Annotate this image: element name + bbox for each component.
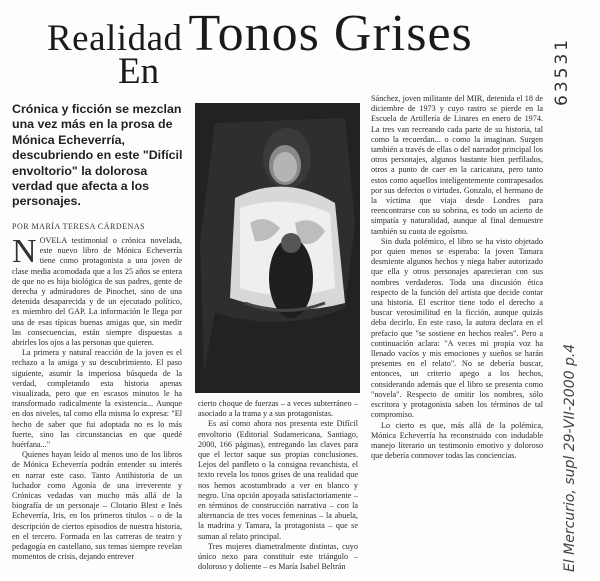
- paragraph: Sánchez, joven militante del MIR, detenida el 18 de diciembre de 1973 y cuyo rastro se pierde en la Escuela de Artillería de Linares en enero de 1974. La tres van recreando cada parte de su historia, tal como la recuerdan... o como la imaginan. Surgen también a través de ellas o del narrador principal los otros personajes, algunos bastante bien perfilados, otros a punto de caer en la caricatura, pero tanto estos como aquellos inteligentemente contrapesados por sus defectos o virtudes. Gonzalo, el hermano de la víctima que viaja desde Londres para reencontrarse con su sobrina, es todo un acierto de simpatía y naturalidad, aunque al final demuestre también su cuota de egoísmo.: [371, 94, 543, 236]
- paragraph: Sin duda polémico, el libro se ha visto objetado por quien menos se esperaba: la joven Tamara desmiente algunos hechos y niega haber autorizado que ella y otros personajes aparecieran con sus nombres verdaderos. Toda una discusión ética respecto de la función del artista que decide contar una historia. El escritor tiene todo el derecho a buscar verosimilitud en la ficción, aunque quizás deba decirlo. En este caso, la autora declara en el prefacio que "se sostiene en hechos reales". Pero a continuación aclara: "A veces mi propia voz ha llenado vacíos y mis emociones y sueños se harán presentes en el relato". No se debería buscar, entonces, un criterio apego a los hechos, considerando además que el libro se presenta como "novela". Respecto de omitir los nombres, sólo escritora y protagonista saben los términos de tal compromiso.: [371, 236, 543, 420]
- headline-word-realidad: Realidad: [47, 18, 183, 59]
- photo-woman-with-doll: [195, 103, 360, 393]
- paragraph: Tres mujeres diametralmente distintas, cuyo único nexo para constituir este triángulo – doloroso y doliente – es María Isabel Beltrán: [198, 541, 358, 572]
- paragraph: cierto choque de fuerzas – a veces subterráneo – asociado a la trama y a sus protagonistas.: [198, 399, 358, 419]
- paragraph: Es así como ahora nos presenta este Difícil envoltorio (Editorial Sudamericana, Santiago, 2000, 166 páginas), entregando las claves para que el lector saque sus propias conclusiones. Lejos del panfleto o la consigna revanchista, el texto revela los tonos grises de una realidad que nos hemos acostumbrado a ver en blanco y negro. Una opción apoyada satisfactoriamente – en términos de construcción narrativa – con la alternancia de tres voces femeninas – la abuela, la madrina y Tamara, la protagonista – que se suman al relato principal.: [198, 419, 358, 541]
- column-3: [371, 94, 543, 581]
- byline: POR MARÍA TERESA CÁRDENAS: [12, 222, 146, 231]
- article-deck: Crónica y ficción se mezclan una vez más en la prosa de Mónica Echeverría, descubriendo en este "Difícil envoltorio" la dolorosa verdad que afecta a los personajes.: [12, 102, 183, 209]
- paragraph: NOVELA testimonial o crónica novelada, este nuevo libro de Mónica Echeverría tiene como protagonista a una joven de clase media acomodada que a los 25 años se entera de que no es hija biológica de sus padres, gente de derecha y admiradores de Pinochet, sino de una detenida desaparecida y de un ejecutado político, ex miembro del GAP. La información le llega por una de esas típicas buenas amigas que, sin medir las consecuencias, están siempre dispuestas a abrirles los ojos a las personas que quieren.: [12, 236, 182, 348]
- handwritten-margin: [548, 6, 598, 581]
- headline-tonos-grises: Tonos Grises: [188, 5, 473, 62]
- headline-line1: [47, 5, 473, 62]
- drop-cap: N: [12, 236, 37, 270]
- paragraph: La primera y natural reacción de la joven es el rechazo a la amiga y su descubrimiento. El paso siguiente, asumir la imperiosa búsqueda de la verdad, completando esta historia apenas visualizada, pero que en escasos minutos le ha transformado radicalmente la existencia... Aunque en dos niveles, tal como ella misma lo expresa: "El hecho de saber que fui adoptada no es lo más fuerte, sino las circunstancias en que quedé huérfana...": [12, 348, 182, 450]
- headline-line2: [118, 52, 159, 92]
- headline-word-en: En: [118, 51, 160, 92]
- column-2: [198, 399, 358, 581]
- margin-code: 63531: [552, 36, 572, 106]
- paragraph: Lo cierto es que, más allá de la polémica, Mónica Echeverría ha reconstruido con indudable manejo literario un testimonio emotivo y doloroso que debería conmover todas las conciencias.: [371, 420, 543, 461]
- paragraph: Quienes hayan leído al menos uno de los libros de Mónica Echeverría podrán entender su interés en narrar este caso. Tanto Antihistoria de un luchador como Agonía de una irreverente y Crónicas vedadas van mucho más allá de la biografía de un personaje – Clotario Blest e Inés Echeverría, Iris, en los primeros títulos – o de la descripción de ciertos episodios de nuestra historia, en el tercero. Formada en las carreras de teatro y pedagogía en castellano, sus temas siempre revelan momentos de crisis, dejando entrever: [12, 450, 182, 562]
- margin-source-note: El Mercurio, supl 29-VII-2000 p.4: [562, 343, 578, 572]
- column-1: [12, 236, 182, 581]
- article-photo: [195, 103, 360, 393]
